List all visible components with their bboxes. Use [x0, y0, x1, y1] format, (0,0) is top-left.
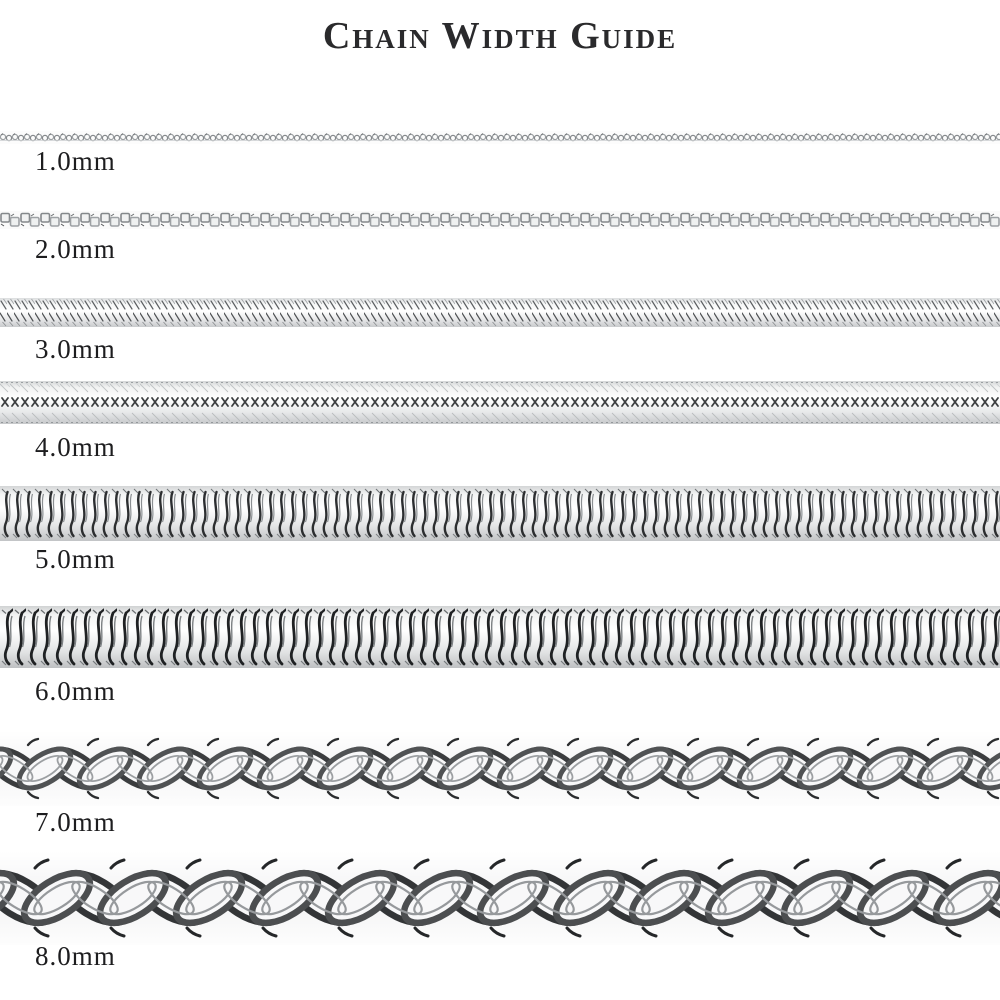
width-label-4mm: 4.0mm: [35, 432, 116, 462]
chain-image-8mm-rope: [0, 851, 1000, 945]
width-label-3mm: 3.0mm: [35, 334, 116, 364]
chain-image-3mm-snake: [0, 298, 1000, 327]
chain-image-6mm-snake: [0, 606, 1000, 668]
page-title: Chain Width Guide: [322, 15, 678, 57]
chain-image-2mm-box: [0, 211, 1000, 229]
width-label-6mm: 6.0mm: [35, 676, 116, 706]
width-label-7mm: 7.0mm: [35, 807, 116, 837]
chain-image-5mm-snake: [0, 486, 1000, 541]
width-label-5mm: 5.0mm: [35, 544, 116, 574]
chain-image-1mm-box: [0, 131, 1000, 144]
width-label-2mm: 2.0mm: [35, 234, 116, 264]
chain-image-7mm-rope: [0, 731, 1000, 806]
width-label-1mm: 1.0mm: [35, 146, 116, 176]
chain-image-4mm-snake: [0, 381, 1000, 424]
width-label-8mm: 8.0mm: [35, 941, 116, 971]
